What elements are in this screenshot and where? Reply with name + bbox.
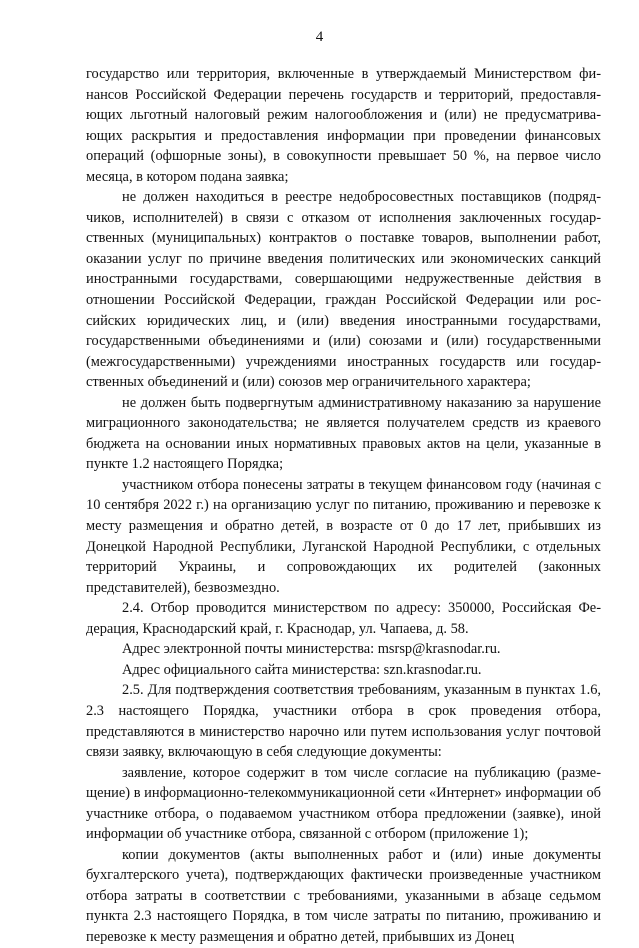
paragraph: Адрес официального сайта министерства: szn.krasnodar.ru. [122,661,482,678]
paragraph: участником отбора понесены затраты в текущем финансовом году (начиная с 10 сентября 2022 г.) на организацию услуг по питанию, проживанию и перевозке к месту размещения и обратно детей, в возрасте от 0 до 17 лет, прибывших из Донецкой Народной Республики, Луганской Народной Республики, с отдельных территорий Украины, и сопровождающих их родителей (законных представителей), безвозмездно. [86,476,601,596]
paragraph: копии документов (акты выполненных работ и (или) иные документы бухгалтерского учета), подтверждающих фактически произведенные участником отбора затраты в соответствии с требованиями, указанными в абзаце седьмом пункта 2.3 настоящего Порядка, в том числе затраты по питанию, проживанию и перевозке к месту размещения и обратно детей, прибывших из Донец [86,846,601,945]
paragraph: государство или территория, включенные в утверждаемый Министерством финансов Российской Федерации перечень государств и территорий, предоставляющих льготный налоговый режим налогообложения и (или) не предусматривающих раскрытия и предоставления информации при проведении финансовых операций (офшорные зоны), в совокупности превышает 50 %, на первое число месяца, в котором подана заявка; [86,66,601,185]
document-body [86,64,601,948]
paragraph: заявление, которое содержит в том числе согласие на публикацию (размещение) в информационно-телекоммуникационной сети «Интернет» информации об участнике отбора, о подаваемом участником отбора предложении (заявке), иной информации об участнике отбора, связанной с отбором (приложение 1); [86,764,601,843]
paragraph: не должен находиться в реестре недобросовестных поставщиков (подрядчиков, исполнителей) в связи с отказом от исполнения заключенных государственных (муниципальных) контрактов о поставке товаров, выполнении работ, оказании услуг по причине введения политических или экономических санкций иностранными государствами, совершающими недружественные действия в отношении Российской Федерации, граждан Российской Федерации или российских юридических лиц, и (или) введения иностранными государствами, государственными объединениями и (или) союзами и (или) государственными (межгосударственными) учреждениями иностранных государств или государственных объединений и (или) союзов мер ограничительного характера; [86,189,601,391]
paragraph: Адрес электронной почты министерства: msrsp@krasnodar.ru. [122,641,501,658]
page-number: 4 [315,29,324,45]
paragraph: 2.5. Для подтверждения соответствия требованиям, указанным в пунктах 1.6, 2.3 настоящего Порядка, участники отбора в срок проведения отбора, представляются в министерство нарочно или путем использования услуг почтовой связи заявку, включающую в себя следующие документы: [86,682,601,761]
paragraph: 2.4. Отбор проводится министерством по адресу: 350000, Российская Федерация, Краснодарский край, г. Краснодар, ул. Чапаева, д. 58. [86,600,601,637]
paragraph: не должен быть подвергнутым административному наказанию за нарушение миграционного законодательства; не является получателем средств из краевого бюджета на основании иных нормативных правовых актов на цели, указанные в пункте 1.2 настоящего Порядка; [86,394,601,473]
